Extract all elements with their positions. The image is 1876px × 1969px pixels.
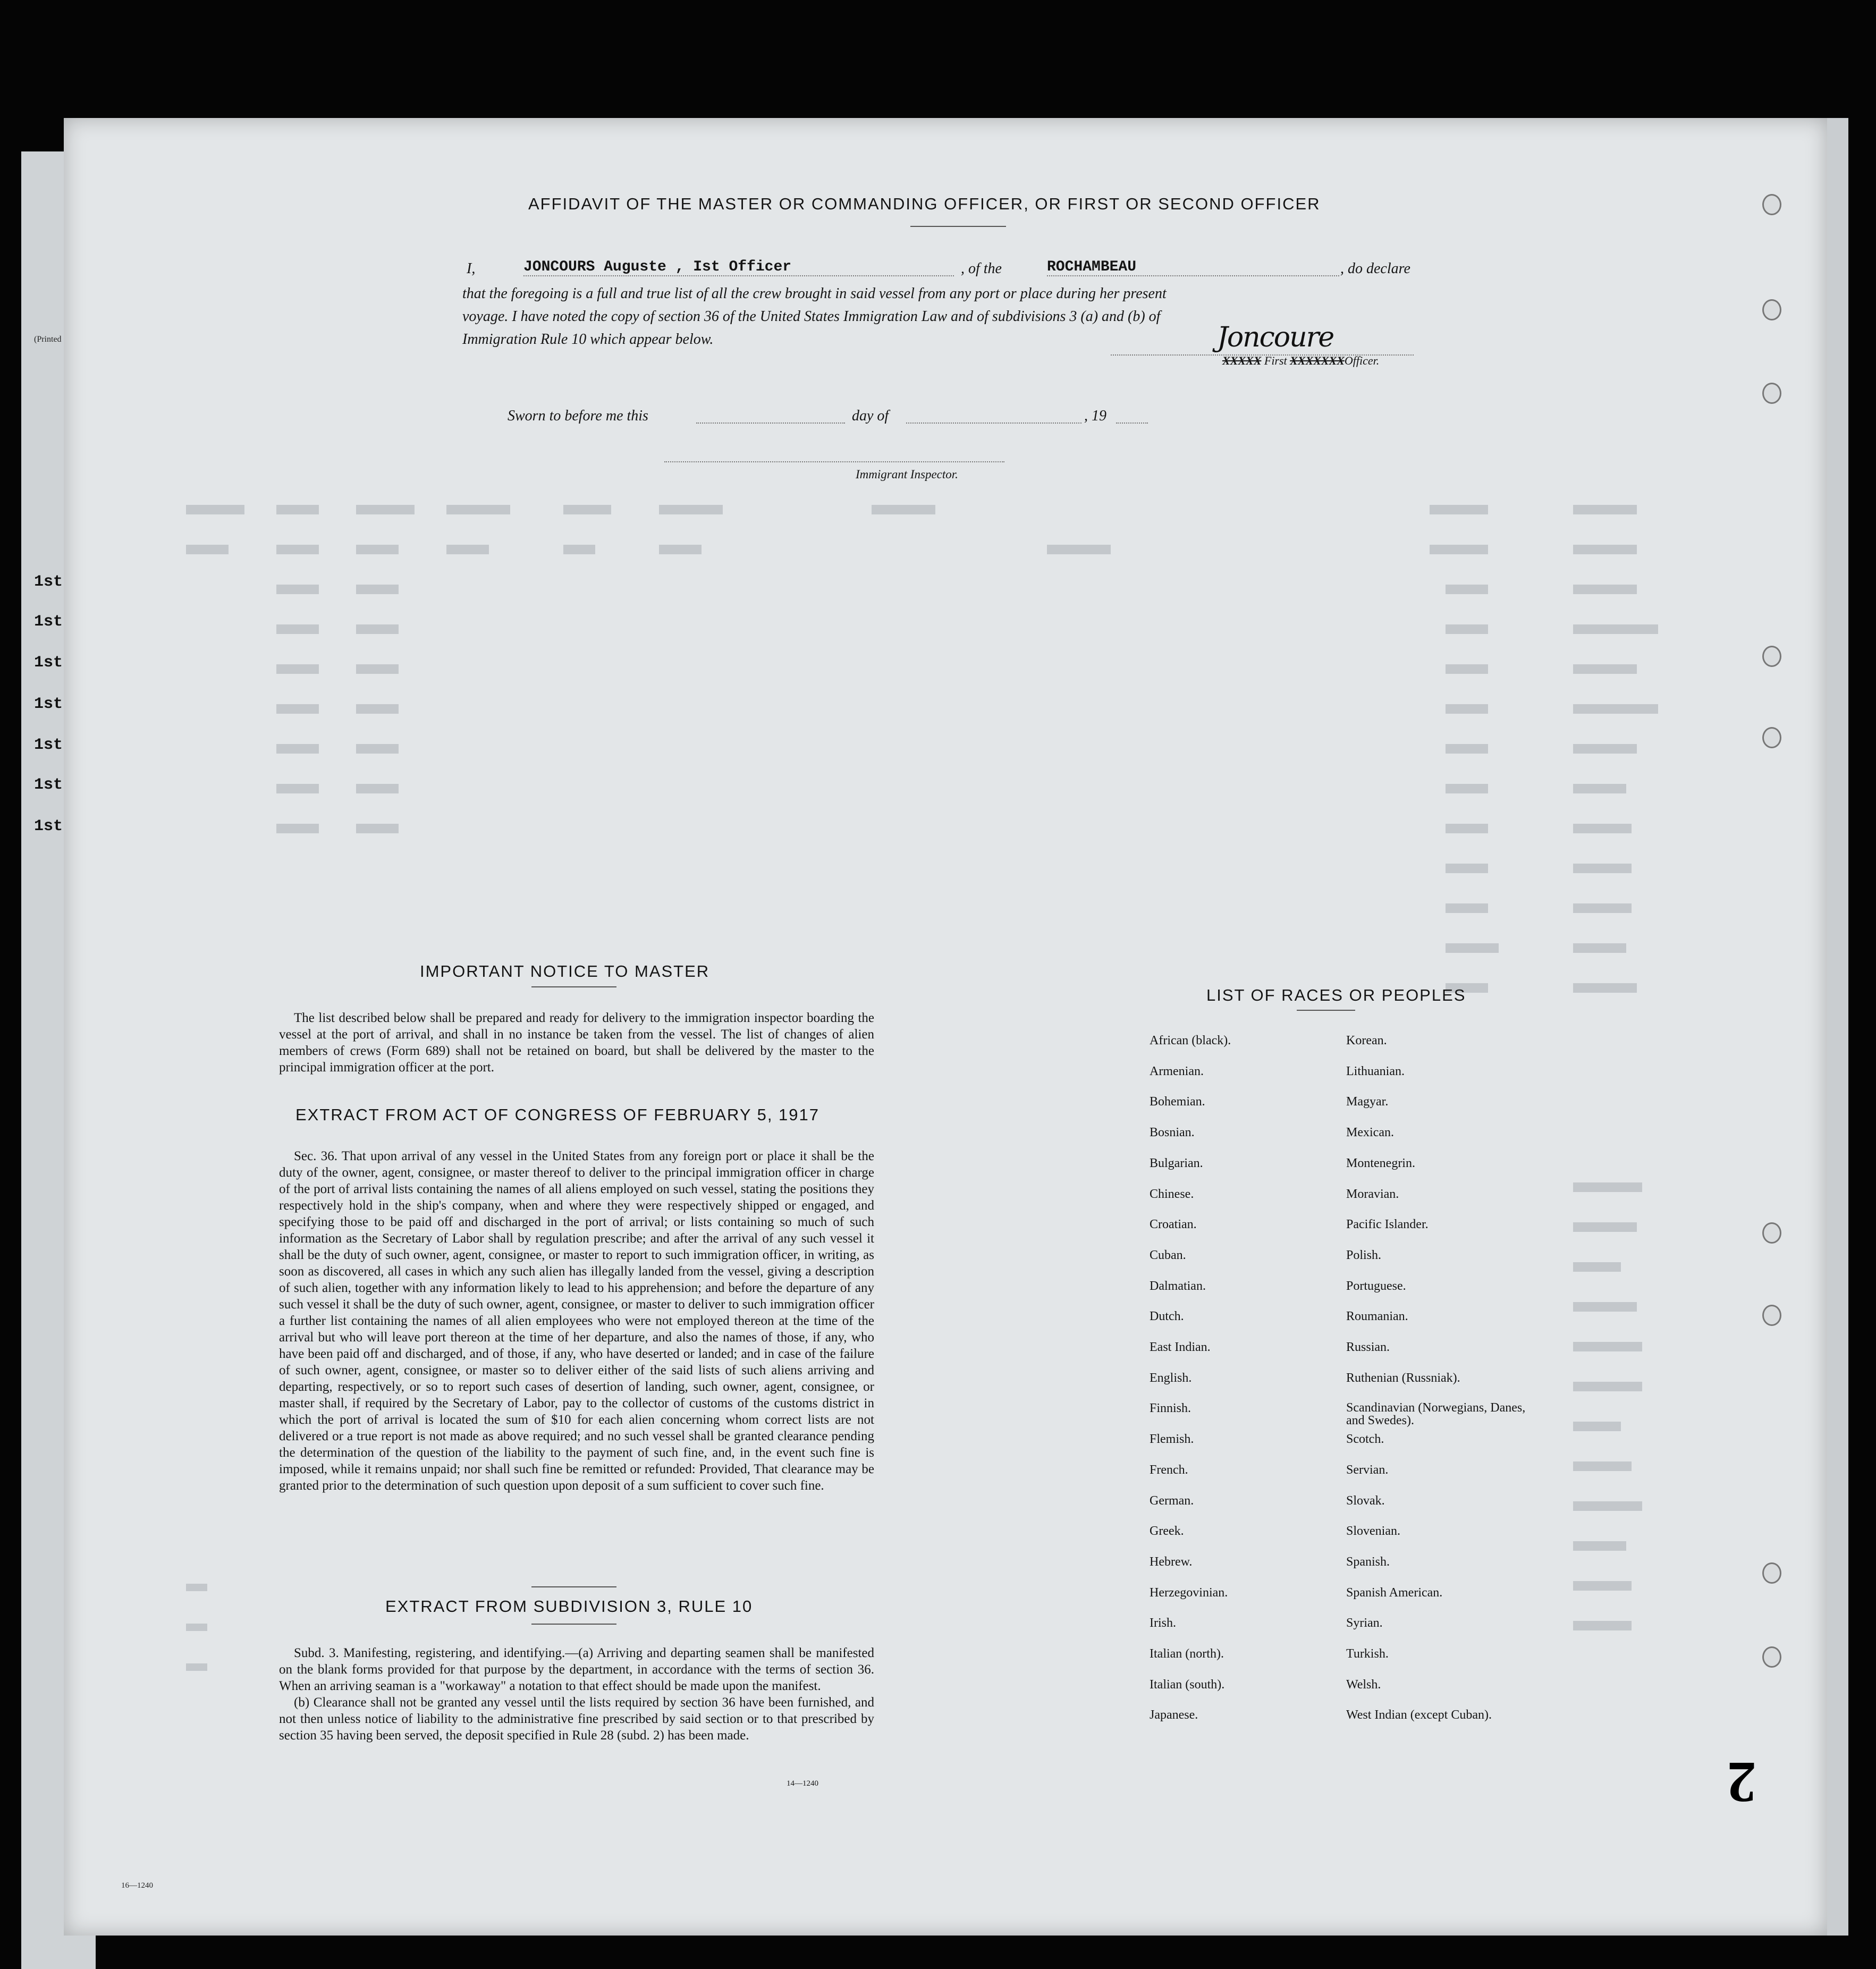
race-item-left: Italian (south). [1150, 1677, 1225, 1692]
affidavit-line-4: Immigration Rule 10 which appear below. [462, 331, 714, 348]
punch-hole-icon [1762, 646, 1781, 667]
race-item-right: Korean. [1346, 1034, 1387, 1047]
race-item-right: West Indian (except Cuban). [1346, 1708, 1492, 1722]
affidavit-line-2: that the foregoing is a full and true list of all the crew brought in said vessel from any port or place during her present [462, 285, 1167, 302]
race-item-right: Ruthenian (Russniak). [1346, 1371, 1460, 1385]
race-item-right: Spanish. [1346, 1554, 1390, 1569]
affidavit-do-declare: , do declare [1340, 260, 1410, 277]
struck-title-1: XXXXX [1222, 354, 1262, 367]
race-item-left: Bosnian. [1150, 1126, 1195, 1140]
race-item-left: East Indian. [1150, 1340, 1211, 1354]
officer-title [1222, 354, 1379, 368]
races-heading: LIST OF RACES OR PEOPLES [1206, 986, 1466, 1004]
rank-label: 1st [34, 654, 63, 672]
race-item-right: Lithuanian. [1346, 1064, 1405, 1078]
race-item-left: Irish. [1150, 1616, 1176, 1630]
day-of-label: day of [852, 408, 889, 424]
race-item-left: German. [1150, 1493, 1194, 1508]
sworn-day-line [696, 422, 845, 424]
race-item-left: French. [1150, 1463, 1188, 1477]
race-item-right: Roumanian. [1346, 1309, 1408, 1324]
race-item-right: Magyar. [1346, 1095, 1389, 1109]
act-paragraph: Sec. 36. That upon arrival of any vessel in the United States from any foreign port or place it shall be the duty of the owner, agent, consignee, or master thereof to deliver to the principal immigration officer in charge of the port of arrival lists containing the names of all aliens employed on such vessel, stating the positions they respectively hold in the ship's company, when and where they were respectively shipped or engaged, and specifying those to be paid off and discharged in the port of arrival; or lists containing so much of such information as the Secretary of Labor shall by regulation prescribe; and after the arrival of any such vessel it shall be the duty of such owner, agent, consignee, or master to report to such immigration officer, in writing, as soon as discovered, all cases in which any such alien has illegally landed from the vessel, giving a description of such alien, together with any information likely to lead to his apprehension; and before the departure of any such vessel it shall be the duty of such owner, agent, consignee, or master to deliver to such immigration officer a further list containing the names of all alien employees who were not employed thereon at the time of the arrival but who will leave port thereon at the time of her departure, and also the names of those, if any, who have been paid off and discharged, and of those, if any, who have deserted or landed; and in case of the failure of such owner, agent, consignee, or master so to deliver either of the said lists of such aliens arriving and departing, respectively, or so to report such cases of desertion of landing, such owner, agent, consignee, or master shall, if required by the Secretary of Labor, pay to the collector of customs of the customs district in which the port of arrival is located the sum of $10 for each alien concerning whom correct lists are not delivered or a true report is not made as above required; and no such vessel shall be granted clearance pending the determination of the question of the liability to the payment of such fine, and, in the event such fine is imposed, while it remains unpaid; nor shall such fine be remitted or refunded: Provided, That clearance may be granted prior to the determination of such question upon deposit of a sum sufficient to cover such fine. [279, 1149, 874, 1493]
month-line [906, 422, 1081, 424]
punch-hole-icon [1762, 1305, 1781, 1326]
races-rule [1297, 1010, 1355, 1011]
punch-hole-icon [1762, 1562, 1781, 1584]
vessel-name-field: ROCHAMBEAU [1047, 259, 1137, 275]
race-item-right: Portuguese. [1346, 1279, 1406, 1293]
printed-label: (Printed [34, 335, 62, 344]
race-item-left: Dalmatian. [1150, 1279, 1206, 1293]
officer-signature: Joncoure [1217, 322, 1334, 353]
bottom-left-form-number: 16—1240 [121, 1881, 153, 1890]
rule-bottom-rule [531, 1624, 616, 1625]
page-right-edge [1827, 118, 1848, 1936]
race-item-left: Cuban. [1150, 1248, 1186, 1262]
year-line [1116, 422, 1148, 424]
vessel-dotted-line [1047, 275, 1339, 276]
race-item-right: Slovak. [1346, 1493, 1385, 1508]
form-number: 14—1240 [787, 1779, 818, 1788]
race-item-left: Finnish. [1150, 1401, 1191, 1416]
year-label: , 19 [1084, 408, 1106, 424]
notice-heading: IMPORTANT NOTICE TO MASTER [420, 962, 710, 981]
act-heading: EXTRACT FROM ACT OF CONGRESS OF FEBRUARY 5, 1917 [295, 1105, 820, 1124]
punch-hole-icon [1762, 299, 1781, 320]
race-item-right: Scandinavian (Norwegians, Danes, and Swedes). [1346, 1401, 1526, 1428]
race-item-left: English. [1150, 1371, 1192, 1385]
race-item-right: Pacific Islander. [1346, 1218, 1429, 1232]
heading-rule [910, 226, 1006, 227]
rank-label: 1st [34, 695, 63, 713]
rank-label: 1st [34, 573, 63, 591]
punch-hole-icon [1762, 194, 1781, 215]
officer-title-first: First [1264, 354, 1287, 367]
punch-hole-icon [1762, 383, 1781, 404]
rule-heading: EXTRACT FROM SUBDIVISION 3, RULE 10 [385, 1597, 753, 1616]
punch-hole-icon [1762, 1646, 1781, 1668]
race-item-left: Bulgarian. [1150, 1156, 1203, 1170]
affidavit-heading: AFFIDAVIT OF THE MASTER OR COMMANDING OFFICER, OR FIRST OR SECOND OFFICER [528, 195, 1321, 213]
affidavit-of-the: , of the [961, 260, 1002, 277]
race-item-right: Slovenian. [1346, 1524, 1400, 1539]
rule-top-rule [531, 1586, 616, 1587]
affidavit-i: I, [467, 260, 476, 277]
race-item-left: Greek. [1150, 1524, 1184, 1539]
punch-hole-icon [1762, 727, 1781, 748]
race-item-right: Welsh. [1346, 1677, 1381, 1692]
rank-label: 1st [34, 736, 63, 754]
inspector-label: Immigrant Inspector. [856, 468, 958, 481]
race-item-left: Bohemian. [1150, 1095, 1205, 1109]
race-item-left: Herzegovinian. [1150, 1585, 1228, 1600]
race-item-left: Flemish. [1150, 1432, 1194, 1447]
race-item-right: Mexican. [1346, 1126, 1394, 1140]
race-item-right: Moravian. [1346, 1187, 1399, 1201]
rule-text [279, 1645, 874, 1744]
notice-paragraph: The list described below shall be prepared and ready for delivery to the immigration inspector boarding the vessel at the port of arrival, and shall in no instance be taken from the vessel. The list of changes of alien members of crews (Form 689) shall not be retained on board, but shall be delivered by the master to the principal immigration officer at the port. [279, 1011, 874, 1075]
race-item-left: Italian (north). [1150, 1647, 1224, 1661]
race-item-left: Japanese. [1150, 1708, 1198, 1722]
notice-rule [531, 986, 616, 987]
race-item-left: Croatian. [1150, 1218, 1197, 1232]
bleed-through-marks [181, 500, 1722, 1695]
rank-label: 1st [34, 817, 63, 835]
race-item-right: Montenegrin. [1346, 1156, 1415, 1170]
race-item-left: Armenian. [1150, 1064, 1204, 1078]
sworn-label: Sworn to before me this [508, 408, 648, 424]
act-text [279, 1148, 874, 1494]
bleed-through-text [181, 500, 1722, 1695]
rule-paragraph-b: (b) Clearance shall not be granted any vessel until the lists required by section 36 have been furnished, and not then unless notice of liability to the administrative fine prescribed by said section or to that prescribed by section 35 having been served, the deposit specified in Rule 28 (subd. 2) has been made. [279, 1695, 874, 1743]
race-item-right: Servian. [1346, 1463, 1389, 1477]
rule-paragraph-a: Subd. 3. Manifesting, registering, and identifying.—(a) Arriving and departing seamen shall be manifested on the blank forms provided for that purpose by the department, in accordance with the terms of section 36. When an arriving seaman is a "workaway" a notation to that effect should be made upon the manifest. [279, 1646, 874, 1693]
page-mark: 2 [1727, 1750, 1756, 1815]
punch-hole-icon [1762, 1222, 1781, 1244]
officer-title-end: Officer. [1344, 354, 1380, 367]
race-item-right: Spanish American. [1346, 1585, 1443, 1600]
race-item-right: Syrian. [1346, 1616, 1383, 1630]
race-item-left: Chinese. [1150, 1187, 1194, 1201]
race-item-right: Scotch. [1346, 1432, 1384, 1447]
affidavit-line-3: voyage. I have noted the copy of section 36 of the United States Immigration Law and of subdivisions 3 (a) and (b) of [462, 308, 1161, 325]
race-item-left: African (black). [1150, 1034, 1231, 1047]
race-item-right: Turkish. [1346, 1647, 1389, 1661]
race-item-right: Polish. [1346, 1248, 1382, 1262]
name-dotted-line [523, 275, 954, 276]
officer-name-field: JONCOURS Auguste , Ist Officer [523, 259, 792, 275]
rank-label: 1st [34, 613, 63, 631]
inspector-line [664, 461, 1004, 462]
race-item-right: Russian. [1346, 1340, 1390, 1354]
notice-text [279, 1010, 874, 1076]
race-item-left: Dutch. [1150, 1309, 1184, 1324]
rank-label: 1st [34, 776, 63, 794]
race-item-left: Hebrew. [1150, 1554, 1193, 1569]
struck-title-2: XXXXXXX [1290, 354, 1345, 367]
